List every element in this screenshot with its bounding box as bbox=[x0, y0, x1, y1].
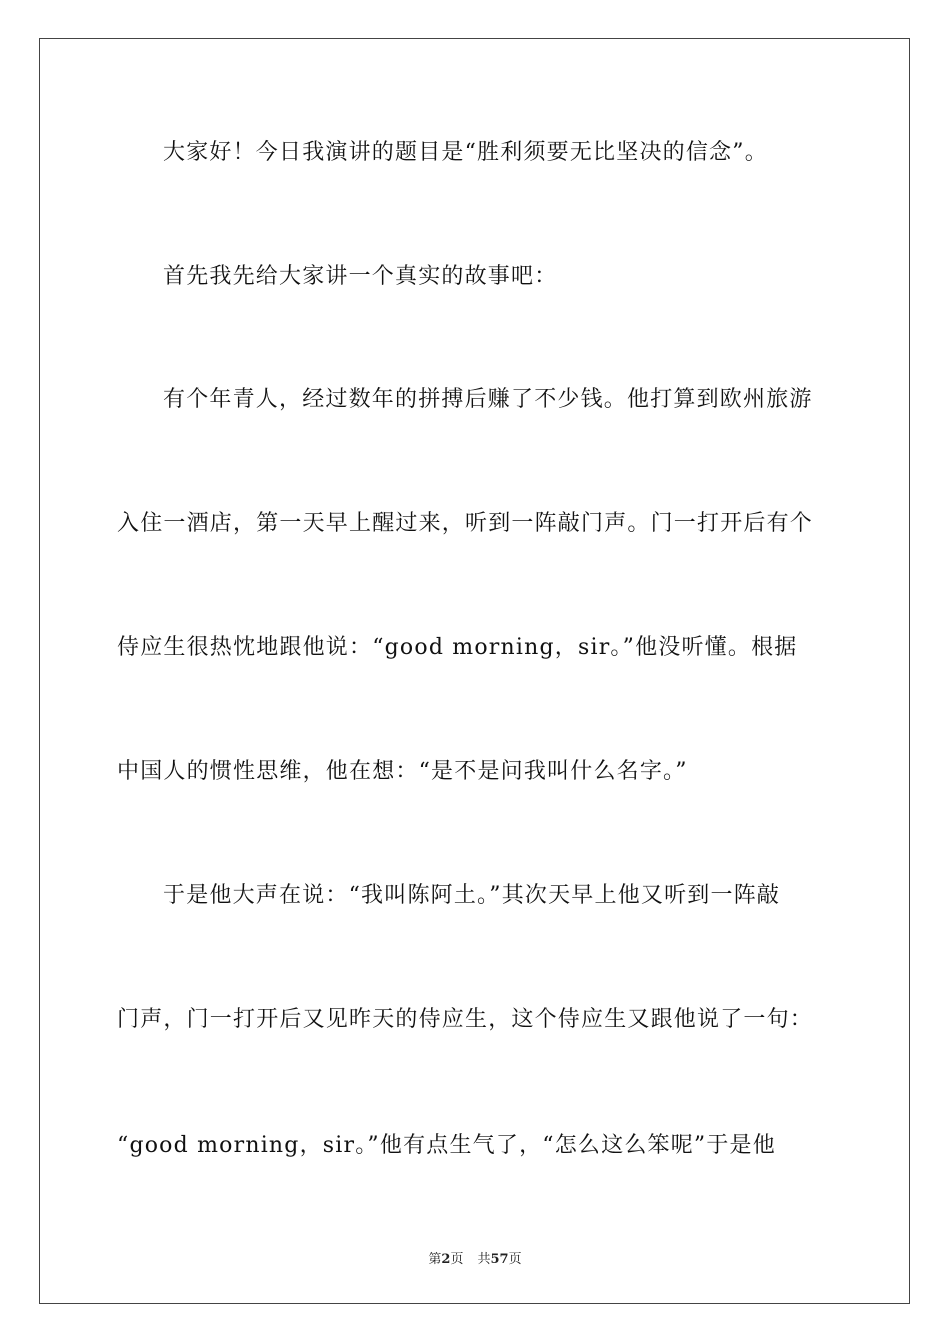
paragraph-line-1: 大家好！今日我演讲的题目是“胜利须要无比坚决的信念”。 bbox=[163, 140, 768, 165]
footer-page-prefix: 第 bbox=[428, 1252, 442, 1267]
footer-page-suffix: 页 bbox=[450, 1252, 464, 1267]
paragraph-line-8: 门声，门一打开后又见昨天的侍应生，这个侍应生又跟他说了一句： bbox=[117, 1007, 814, 1032]
footer-total-pages: 57 bbox=[490, 1252, 509, 1267]
paragraph-line-9: “good morning，sir。”他有点生气了，“怎么这么笨呢”于是他 bbox=[117, 1133, 776, 1158]
paragraph-line-3: 有个年青人，经过数年的拼搏后赚了不少钱。他打算到欧州旅游 bbox=[163, 387, 813, 412]
paragraph-line-4: 入住一酒店，第一天早上醒过来，听到一阵敲门声。门一打开后有个 bbox=[117, 511, 814, 536]
footer-total-suffix: 页 bbox=[508, 1252, 522, 1267]
paragraph-line-2: 首先我先给大家讲一个真实的故事吧： bbox=[163, 264, 558, 289]
paragraph-line-7: 于是他大声在说：“我叫陈阿土。”其次天早上他又听到一阵敲 bbox=[163, 883, 781, 908]
paragraph-line-6: 中国人的惯性思维，他在想：“是不是问我叫什么名字。” bbox=[117, 759, 688, 784]
footer-page-number: 2 bbox=[441, 1252, 451, 1267]
page-border bbox=[39, 38, 910, 1304]
paragraph-line-5: 侍应生很热忱地跟他说：“good morning，sir。”他没听懂。根据 bbox=[117, 635, 798, 660]
footer-total-prefix: 共 bbox=[477, 1252, 491, 1267]
page-footer bbox=[0, 1248, 950, 1267]
